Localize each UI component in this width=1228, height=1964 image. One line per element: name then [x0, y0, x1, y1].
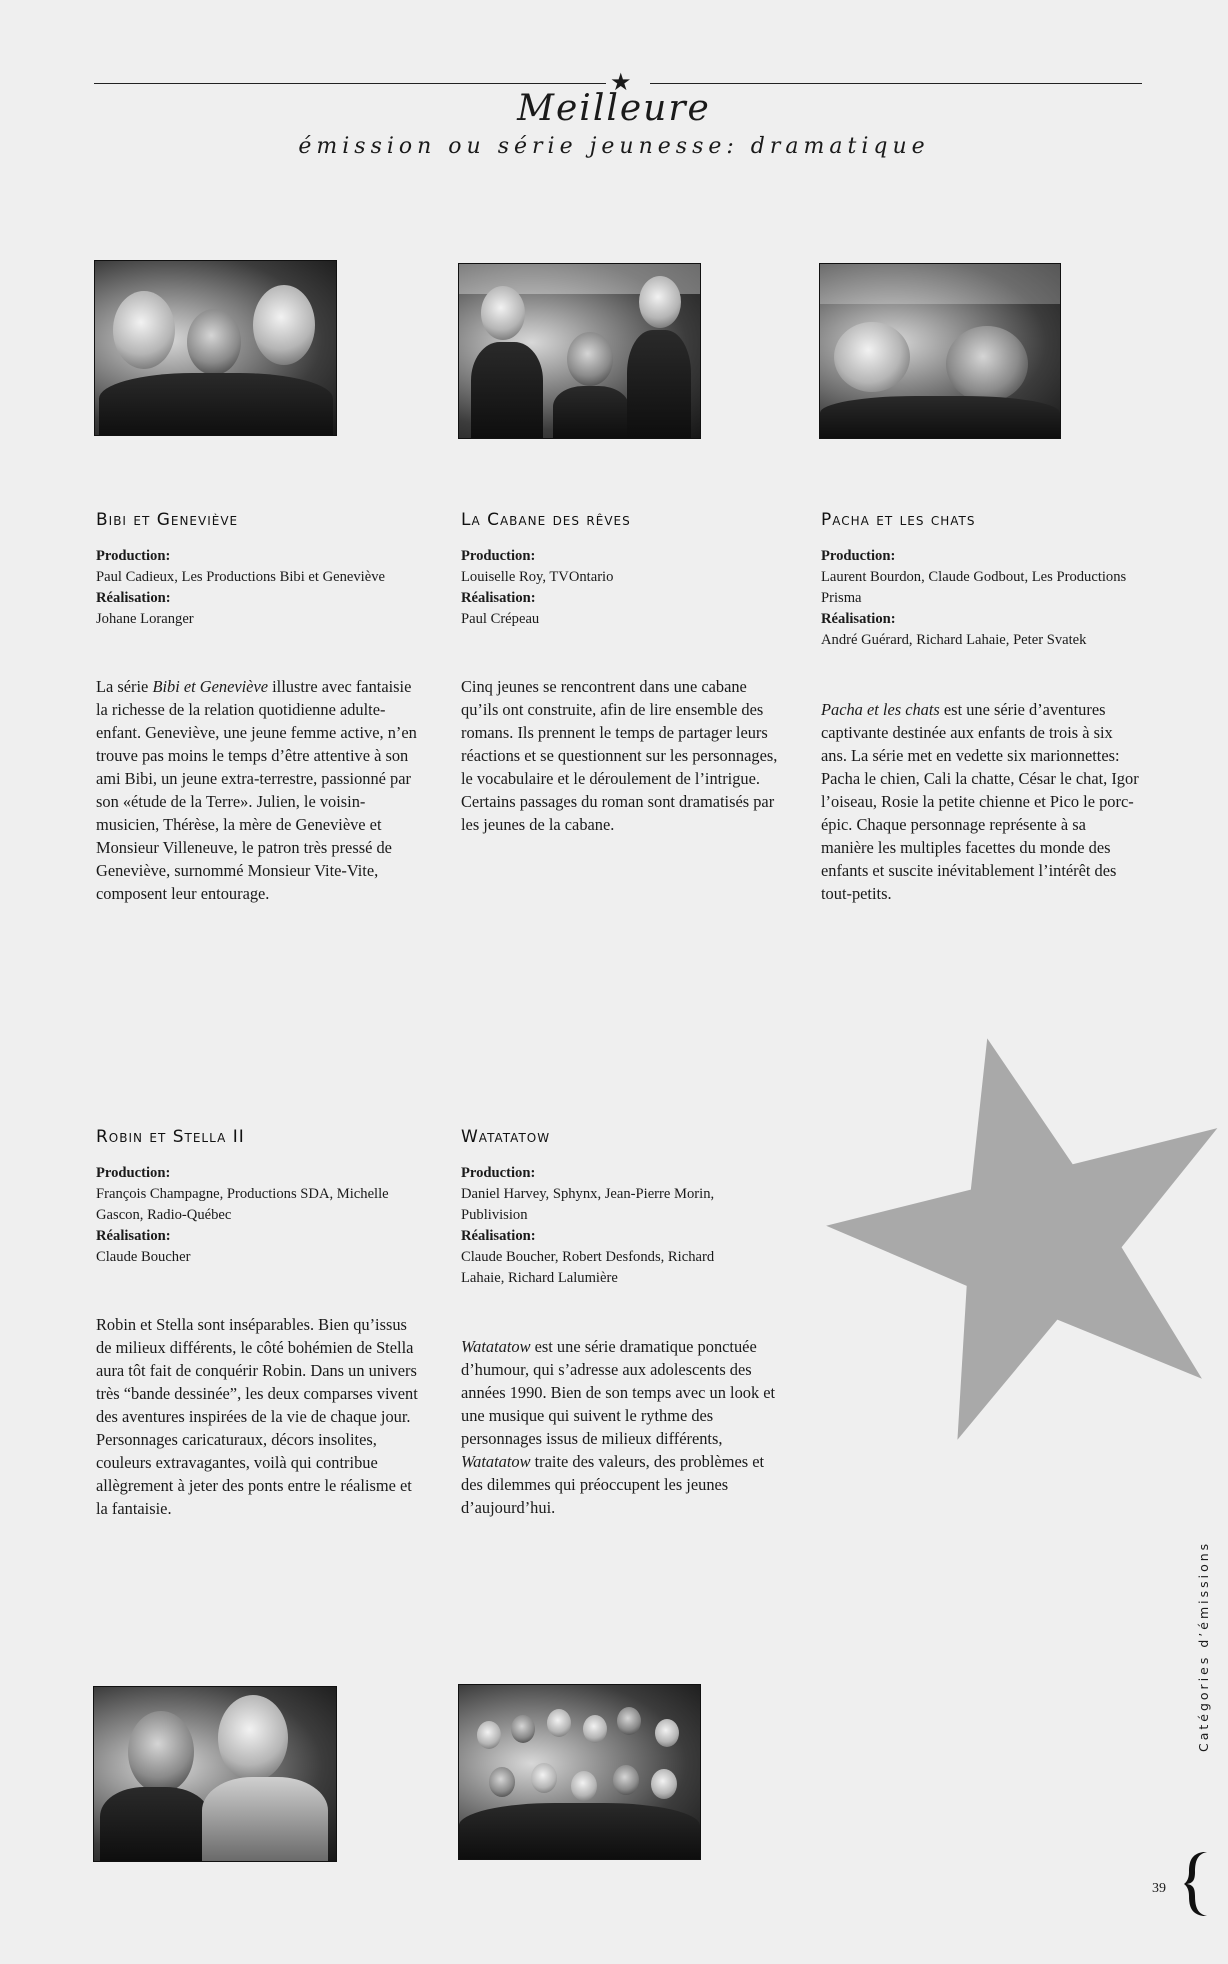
realisation-label: Réalisation:: [821, 611, 896, 627]
show-title-la-cabane-des-reves: La Cabane des rêves: [461, 510, 631, 530]
photo-bibi-et-genevieve: [94, 260, 337, 436]
photo-watatatow: [458, 1684, 701, 1860]
description-bibi-et-genevieve: [96, 675, 426, 905]
header-rule-left: [94, 83, 606, 84]
description-run: Robin et Stella sont inséparables. Bien qu’issus de milieux différents, le côté bohémien de Stella aura tôt fait de conquérir Robin. Dans un univers très “bande dessinée”, les deux comparses vivent des aventures inspirées de la vie de chaque jour. Personnages caricaturaux, décors insolites, couleurs extravagantes, voilà qui contribue allègrement à jeter des ponts entre le réalisme et la fantaisie.: [96, 1315, 418, 1518]
section-label: Catégories d’émissions: [1196, 1540, 1211, 1752]
description-run: La série: [96, 677, 153, 696]
credits-la-cabane-des-reves: [461, 546, 781, 630]
photo-la-cabane-des-reves: [458, 263, 701, 439]
production-value: Laurent Bourdon, Claude Godbout, Les Productions Prisma: [821, 569, 1127, 606]
production-value: Daniel Harvey, Sphynx, Jean-Pierre Morin, Publivision: [461, 1186, 715, 1223]
production-label: Production:: [461, 548, 536, 564]
header-rule-right: [650, 83, 1142, 84]
production-label: Production:: [821, 548, 896, 564]
show-title-bibi-et-genevieve: Bibi et Geneviève: [96, 510, 239, 530]
realisation-value: Paul Crépeau: [461, 611, 540, 627]
realisation-label: Réalisation:: [96, 1228, 171, 1244]
production-value: François Champagne, Productions SDA, Michelle Gascon, Radio-Québec: [96, 1186, 389, 1223]
production-value: Paul Cadieux, Les Productions Bibi et Geneviève: [96, 569, 385, 585]
description-watatatow: [461, 1335, 779, 1519]
description-run: traite des valeurs, des problèmes et des dilemmes qui préoccupent les jeunes d’aujourd’hui.: [461, 1452, 765, 1517]
description-pacha-et-les-chats: [821, 698, 1141, 905]
description-run: illustre avec fantaisie la richesse de la relation quotidienne adulte-enfant. Geneviève, une jeune femme active, n’en trouve pas moins le temps d’être attentive à son ami Bibi, un jeune extra-terrestre, passionné par son «étude de la Terre». Julien, le voisin-musicien, Thérèse, la mère de Geneviève et Monsieur Villeneuve, le patron très pressé de Geneviève, surnommé Monsieur Vite-Vite, composent leur entourage.: [96, 677, 417, 903]
realisation-label: Réalisation:: [461, 1228, 536, 1244]
realisation-label: Réalisation:: [96, 590, 171, 606]
description-run: Cinq jeunes se rencontrent dans une cabane qu’ils ont construite, afin de lire ensemble des romans. Ils prennent le temps de partager leurs réactions et se questionnent sur les personnages, le vocabulaire et le déroulement de l’intrigue. Certains passages du roman sont dramatisés par les jeunes de la cabane.: [461, 677, 778, 834]
realisation-value: Claude Boucher, Robert Desfonds, Richard Lahaie, Richard Lalumière: [461, 1249, 715, 1286]
show-title-watatatow: Watatatow: [461, 1127, 551, 1147]
realisation-value: Johane Loranger: [96, 611, 194, 627]
credits-robin-et-stella: [96, 1163, 396, 1268]
description-italic-run: Watatatow: [461, 1452, 531, 1471]
photo-pacha-et-les-chats: [819, 263, 1061, 439]
description-run: est une série d’aventures captivante destinée aux enfants de trois à six ans. La série met en vedette six marionnettes: Pacha le chien, Cali la chatte, César le chat, Igor l’oiseau, Rosie la petite chienne et Pico le porc-épic. Chaque personnage représente à sa manière les multiples facettes du monde des enfants et suscite inévitablement l’intérêt des tout-petits.: [821, 700, 1139, 903]
page-number: 39: [1152, 1881, 1166, 1896]
description-italic-run: Bibi et Geneviève: [152, 677, 269, 696]
page-title: Meilleure: [517, 88, 711, 129]
description-robin-et-stella: [96, 1313, 426, 1520]
production-label: Production:: [96, 1165, 171, 1181]
show-title-pacha-et-les-chats: Pacha et les chats: [821, 510, 976, 530]
production-value: Louiselle Roy, TVOntario: [461, 569, 614, 585]
bracket-ornament-icon: [1183, 1850, 1209, 1918]
header-star-icon: ★: [610, 68, 632, 96]
production-label: Production:: [96, 548, 171, 564]
realisation-value: Claude Boucher: [96, 1249, 191, 1265]
realisation-value: André Guérard, Richard Lahaie, Peter Svatek: [821, 632, 1087, 648]
realisation-label: Réalisation:: [461, 590, 536, 606]
credits-pacha-et-les-chats: [821, 546, 1133, 651]
description-la-cabane-des-reves: [461, 675, 787, 836]
page-subtitle: émission ou série jeunesse: dramatique: [298, 134, 930, 159]
credits-bibi-et-genevieve: [96, 546, 436, 630]
description-run: est une série dramatique ponctuée d’humour, qui s’adresse aux adolescents des années 1990. Bien de son temps avec un look et une musique qui suivent le rythme des personnages issus de milieux différents,: [461, 1337, 776, 1448]
description-italic-run: Watatatow: [461, 1337, 531, 1356]
description-italic-run: Pacha et les chats: [821, 700, 940, 719]
photo-robin-et-stella: [93, 1686, 337, 1862]
credits-watatatow: [461, 1163, 761, 1289]
show-title-robin-et-stella: Robin et Stella II: [96, 1127, 245, 1147]
decorative-star-icon: [826, 1024, 1228, 1444]
production-label: Production:: [461, 1165, 536, 1181]
